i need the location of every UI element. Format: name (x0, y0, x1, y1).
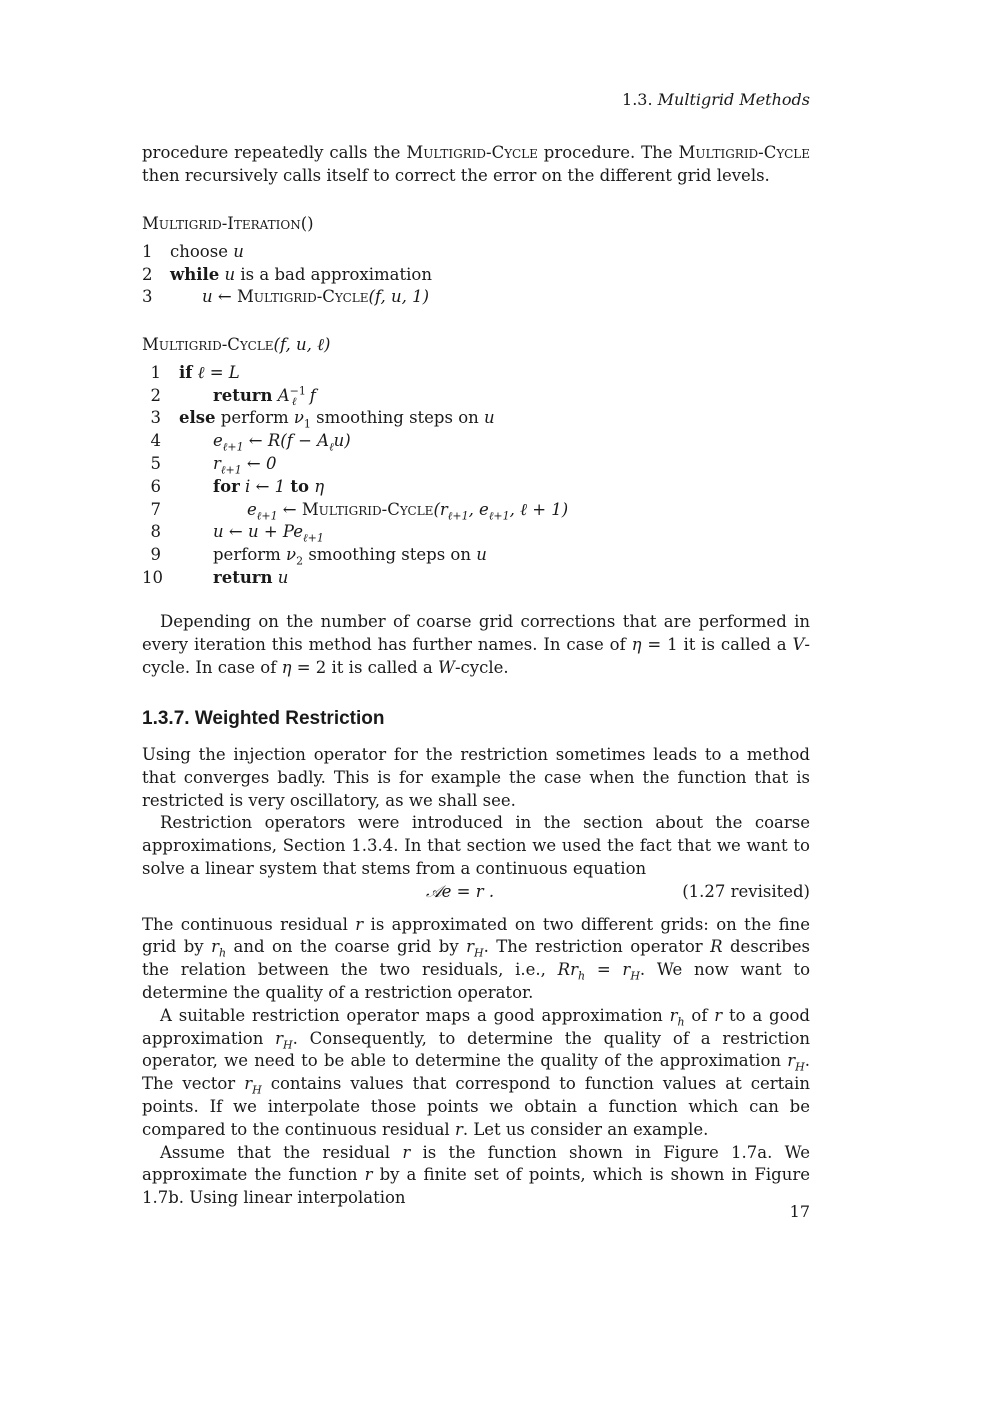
algorithm-line: 3 else perform $\nu_1$ smoothing steps on u (150, 408, 495, 431)
running-head-title: Multigrid Methods (657, 90, 810, 109)
algorithm-line: 4 $e_{\ell+1}$ ← $R(f - A_\ell u)$ (150, 431, 351, 454)
section-body (142, 744, 810, 1210)
algorithm-line: 5 $r_{\ell+1}$ ← 0 (150, 453, 277, 477)
paragraph: Restriction operators were introduced in the section about the coarse approximations, Section 1.3.4. In that section we used the fact that we want to solve a linear system that stems from a continuous equation (142, 813, 810, 878)
algorithm-multigrid-iteration (142, 213, 810, 309)
algorithm-multigrid-cycle (142, 334, 810, 590)
paragraph: Assume that the residual r is the function shown in Figure 1.7a. We approximate the function r by a finite set of points, which is shown in Figure 1.7b. Using linear interpolation (142, 1142, 810, 1208)
paragraph: The continuous residual r is approximated on two different grids: on the fine grid by $r_h$ and on the coarse grid by $r_H$. The restriction operator R describes the relation between the two residuals, i.e., $Rr_h = r_H$. We now want to determine the quality of a restriction operator. (142, 914, 811, 1002)
page (142, 0, 810, 1414)
equation-formula: 𝒜e = r . (426, 881, 495, 901)
section-number: 1.3.7. (142, 708, 190, 729)
algorithm-line: 1 if ℓ = L (150, 362, 240, 382)
paragraph-cycle-names: Depending on the number of coarse grid corrections that are performed in every iteration this method has further names. In case of η = 1 it is called a V-cycle. In case of η = 2 it is called a W-cycle. (142, 612, 810, 677)
paragraph: A suitable restriction operator maps a good approximation $r_h$ of r to a good approximation $r_H$. Consequently, to determine the quality of a restriction operator, we need to be able to determine the quality of the approximation $r_H$. The vector $r_H$ contains values that correspond to function values at certain points. If we interpolate those points we obtain a function which can be compared to the continuous residual r. Let us consider an example. (142, 1005, 810, 1139)
section-heading (142, 707, 810, 731)
algorithm-line: 8 u ← $u + Pe_{\ell+1}$ (150, 522, 324, 545)
page-number: 17 (789, 1202, 810, 1221)
running-head-section-number: 1.3. (622, 90, 653, 109)
algorithm-title: Multigrid-Iteration() (142, 214, 314, 233)
algorithm-line: 7 $e_{\ell+1}$ ← Multigrid-$Cycle(r_{\ell+1}$, $e_{\ell+1}$, ℓ + 1) (150, 499, 569, 522)
equation-label: (1.27 revisited) (682, 881, 810, 901)
algorithm-line: 9 perform $\nu_2$ smoothing steps on u (150, 545, 487, 568)
intro-paragraph: procedure repeatedly calls the Multigrid-Cycle procedure. The Multigrid-Cycle then recursively calls itself to correct the error on the different grid levels. (142, 143, 810, 185)
algorithm-line: 10 return u (142, 567, 289, 587)
algorithm-title: Multigrid-Cycle(f, u, ℓ) (142, 335, 331, 354)
section-title: Weighted Restriction (194, 708, 385, 729)
equation (142, 881, 810, 904)
algorithm-line: 3 u ← Multigrid-Cycle(f, u, 1) (142, 287, 430, 307)
algorithm-line: 2 return $A^{-1}_\ell$ f (150, 384, 316, 408)
algorithm-line: 6 for i ← 1 to η (150, 476, 325, 496)
algorithm-line: 1 choose u (142, 241, 244, 261)
running-head (622, 90, 810, 109)
paragraph: Using the injection operator for the restriction sometimes leads to a method that converges badly. This is for example the case when the function that is restricted is very oscillatory, as we shall see. (142, 745, 810, 810)
algorithm-line: 2 while u is a bad approximation (142, 264, 432, 284)
